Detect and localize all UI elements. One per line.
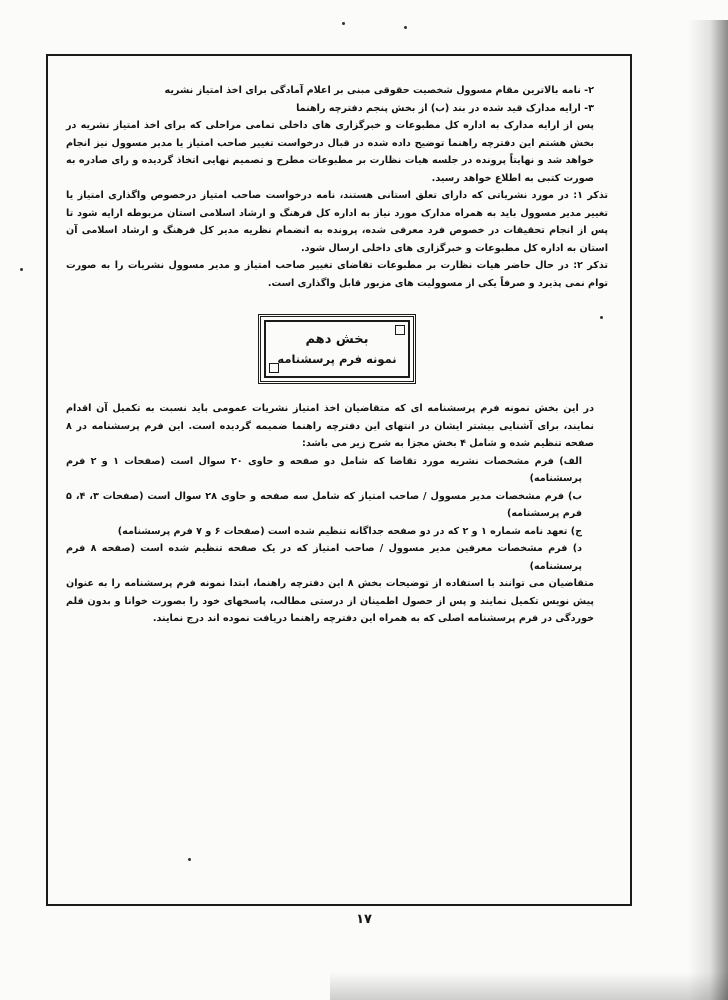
scan-speck (20, 268, 23, 271)
note-2: تذکر ۲: در حال حاضر هیات نظارت بر مطبوعات تقاضای تغییر صاحب امتیاز و مدیر مسوول نشریات را به صورت توام نمی پذیرد و صرفاً یکی از مسوولیت های مزبور قابل واگذاری است. (66, 260, 608, 289)
section-subtitle: نمونه فرم پرسشنامه (277, 352, 397, 366)
page-frame (46, 54, 632, 906)
section-title: بخش دهم (305, 332, 369, 347)
paragraph-intro: در این بخش نمونه فرم پرسشنامه ای که متقاضیان اخذ امتیاز نشریات عمومی باید نسبت به تکمیل آن اقدام نمایند، برای آشنایی بیشتر ایشان در انتهای این دفترچه راهنما ضمیمه گردیده است. این فرم پرسشنامه در ۸ صفحه تنظیم شده و شامل ۴ بخش مجزا به شرح زیر می باشد: (66, 403, 594, 449)
page-number: ۱۷ (356, 912, 372, 927)
note-1: تذکر ۱: در مورد نشریاتی که دارای تعلق استانی هستند، نامه درخواست صاحب امتیاز درخصوص واگذاری امتیاز یا تغییر مدیر مسوول باید به همراه مدارک مورد نیاز به اداره کل فرهنگ و ارشاد اسلامی استان مربوطه ارایه شود تا پس از انجام تحقیقات در خصوص فرد معرفی شده، پرونده به انضمام نظریه مدیر کل فرهنگ و ارشاد اسلامی آن استان به اداره کل مطبوعات و خبرگزاری های داخلی ارسال شود. (66, 190, 609, 254)
form-item-jim: ج) تعهد نامه شماره ۱ و ۲ که در دو صفحه جداگانه تنظیم شده است (صفحات ۶ و ۷ فرم پرسشنامه) (117, 525, 582, 537)
form-item-alef: الف) فرم مشخصات نشریه مورد تقاضا که شامل دو صفحه و حاوی ۲۰ سوال است (صفحات ۱ و ۲ فرم پرسشنامه) (66, 455, 582, 484)
list-item-2: ۲- نامه بالاترین مقام مسوول شخصیت حقوقی مبنی بر اعلام آمادگی برای اخذ امتیاز نشریه (164, 85, 594, 96)
section-heading-frame (258, 314, 416, 384)
section-heading (66, 314, 608, 384)
section-heading-inner (264, 320, 410, 378)
list-item-3: ۳- ارایه مدارک قید شده در بند (ب) از بخش پنجم دفترچه راهنما (296, 102, 594, 114)
paragraph-procedure: پس از ارایه مدارک به اداره کل مطبوعات و خبرگزاری های داخلی تمامی مراحلی که برای اخذ امتیاز نشریه در بخش هشتم این دفترچه راهنما توضیح داده شده در قبال درخواست تغییر صاحب امتیاز یا مدیر مسوول نیز انجام خواهد شد و نهایتاً پرونده در جلسه هیات نظارت بر مطبوعات مطرح و تصمیم نهایی اتخاذ گردیده و رای صادره به صورت کتبی به اطلاع خواهد رسید. (66, 120, 594, 184)
form-item-be: ب) فرم مشخصات مدیر مسوول / صاحب امتیاز که شامل سه صفحه و حاوی ۲۸ سوال است (صفحات ۳، ۴، ۵ فرم پرسشنامه) (66, 490, 582, 519)
form-item-dal: د) فرم مشخصات معرفین مدیر مسوول / صاحب امتیاز که در یک صفحه تنظیم شده است (صفحه ۸ فرم پرسشنامه) (66, 543, 582, 572)
scan-speck (342, 22, 345, 25)
scan-shadow-right (688, 20, 728, 1000)
scan-speck (404, 26, 407, 29)
scan-shadow-bottom (330, 972, 728, 1000)
paragraph-instructions: متقاضیان می توانند با استفاده از توضیحات بخش ۸ این دفترچه راهنما، ابتدا نمونه فرم پرسشنامه را به عنوان پیش نویس تکمیل نمایند و پس از حصول اطمینان از درستی مطالب، پاسخهای خود را بصورت خوانا و بدون قلم خوردگی در فرم پرسشنامه اصلی که به همراه این دفترچه راهنما دریافت نموده اند درج نمایند. (66, 578, 594, 624)
